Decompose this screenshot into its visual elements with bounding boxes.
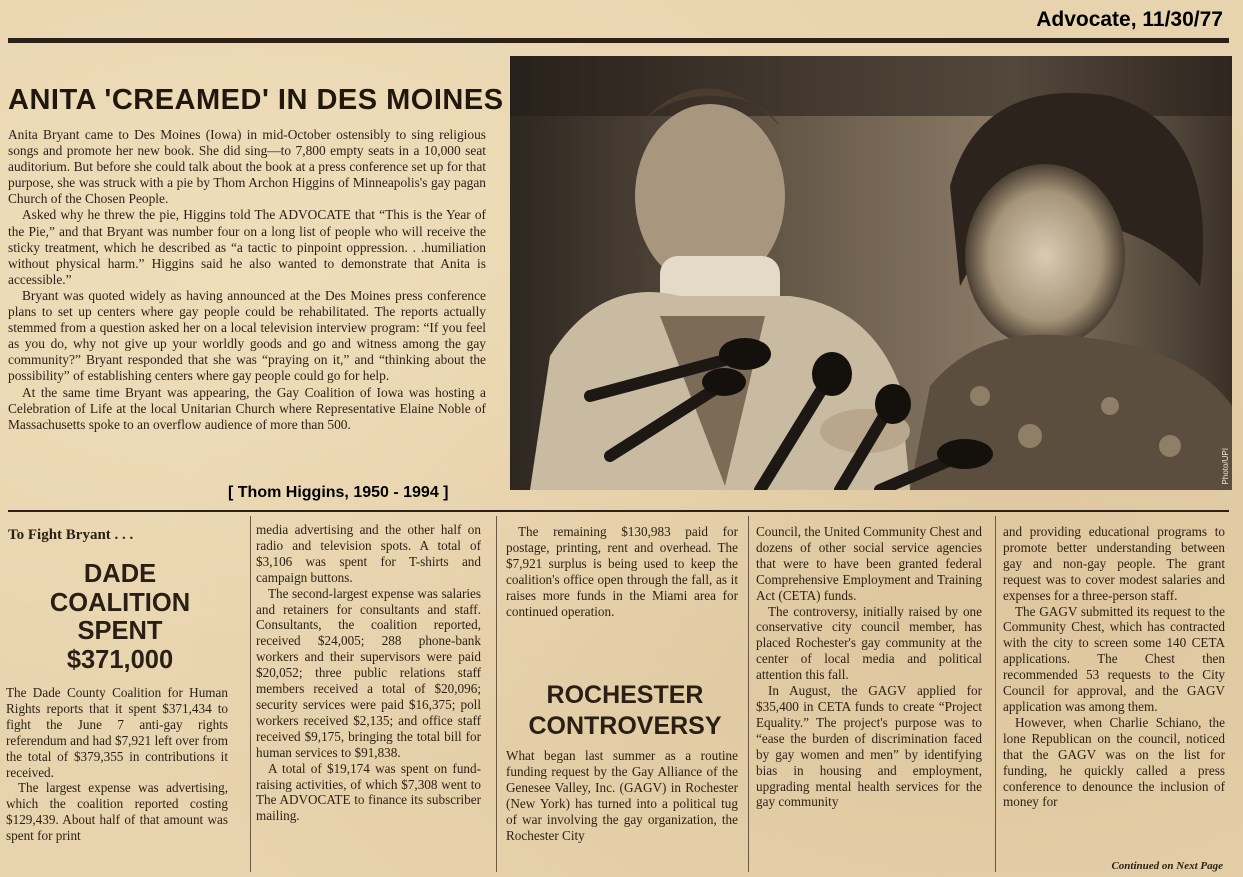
rochester-column-2 (756, 524, 982, 810)
press-conference-photo (510, 56, 1232, 490)
dade-headline-line: COALITION (49, 588, 191, 617)
continued-note: Continued on Next Page (1111, 860, 1223, 872)
lead-paragraph: Asked why he threw the pie, Higgins told The ADVOCATE that “This is the Year of the Pie,” and that Bryant was number four on a long list of people who will receive the sticky treatment, which he described as “a tactic to pinpoint oppression. . .humiliation without physical harm.” Higgins said he also wanted to demonstrate that Anita is accessible.” (8, 207, 486, 287)
dade-headline-line: SPENT (77, 617, 163, 645)
column-rule (496, 516, 497, 872)
article-paragraph: In August, the GAGV applied for $35,400 in CETA funds to create “Project Equality.” The project's purpose was to “ease the burden of discrimination faced by gay women and men” by identifying bias in housing and employment, upgrading mental health services for the gay community (756, 683, 982, 810)
article-paragraph: The remaining $130,983 paid for postage, printing, rent and overhead. The $7,921 surplus is being used to keep the coalition's office open through the fall, as it raises more funds in the Miami area for continued operation. (506, 524, 738, 619)
rochester-headline-line: ROCHESTER (546, 681, 704, 709)
article-paragraph: The GAGV submitted its request to the Community Chest, which has contracted with the city to screen some 140 CETA applications. The Chest then recommended 53 requests to the City Council for approval, and the GAGV application was among them. (1003, 603, 1225, 714)
article-paragraph: What began last summer as a routine funding request by the Gay Alliance of the Genesee Valley, Inc. (GAGV) in Rochester (New York) has turned into a political tug of war involving the gay organization, the Rochester City (506, 748, 738, 843)
dade-headline-line: DADE (83, 560, 157, 588)
article-paragraph: The controversy, initially raised by one conservative city council member, has placed Rochester's gay community at the center of local media and political attention this fall. (756, 603, 982, 683)
article-paragraph: and providing educational programs to promote better understanding between gay and non-gay people. The grant request was to cover modest salaries and expenses for a three-person staff. (1003, 524, 1225, 603)
caption-credit: [ Thom Higgins, 1950 - 1994 ] (228, 484, 449, 501)
dade-headline (10, 560, 230, 674)
article-paragraph: The second-largest expense was salaries and retainers for consultants and staff. Consultants, the coalition reported, received $24,005; 288 phone-bank workers and their supervisors were paid $20,052; three public relations staff members received a total of $20,096; security services were paid $16,375; poll workers received $2,135; and office staff received $9,175, bringing the total bill for human services to $91,838. (256, 585, 481, 760)
lead-article (8, 127, 486, 433)
photo-illustration (510, 56, 1232, 490)
dade-headline-line: $371,000 (66, 645, 174, 674)
main-headline: ANITA 'CREAMED' IN DES MOINES (8, 84, 504, 116)
article-paragraph: However, when Charlie Schiano, the lone Republican on the council, noticed that the GAGV was on the list for funding, he quickly called a press conference to denounce the inclusion of money for (1003, 714, 1225, 810)
article-paragraph: A total of $19,174 was spent on fund-raising activities, of which $7,308 went to The ADVOCATE to finance its subscriber mailing. (256, 760, 481, 824)
rochester-column-3 (1003, 524, 1225, 810)
rochester-headline (506, 680, 744, 742)
column-rule (995, 516, 996, 872)
rochester-column-1 (506, 748, 738, 843)
photo-credit: Photo/UPI (1221, 447, 1230, 484)
dade-kicker: To Fight Bryant . . . (8, 527, 134, 543)
lead-paragraph: Bryant was quoted widely as having announced at the Des Moines press conference plans to set up centers where gay people could be rehabilitated. The reports actually stemmed from a question asked her on a local television interview program: “If you feel as you do, why not give up your worldly goods and go and witness among the gay community?” Bryant responded that she was “praying on it,” and “thinking about the possibility” of establishing centers where gay people could go for help. (8, 287, 486, 384)
dateline: Advocate, 11/30/77 (1036, 8, 1223, 31)
top-rule (8, 38, 1229, 43)
dade-column-1 (6, 685, 228, 844)
column-rule (250, 516, 251, 872)
article-paragraph: media advertising and the other half on radio and television spots. A total of $3,106 was spent for T-shirts and campaign buttons. (256, 522, 481, 585)
column-rule (748, 516, 749, 872)
article-paragraph: The largest expense was advertising, which the coalition reported costing $129,439. About half of that amount was spent for print (6, 780, 228, 844)
article-paragraph: The Dade County Coalition for Human Rights reports that it spent $371,434 to fight the June 7 anti-gay rights referendum and had $7,921 left over from the total of $379,355 in contributions it received. (6, 685, 228, 780)
lead-paragraph: At the same time Bryant was appearing, the Gay Coalition of Iowa was hosting a Celebration of Life at the local Unitarian Church where Representative Elaine Noble of Massachusetts spoke to an overflow audience of more than 500. (8, 384, 486, 432)
dade-column-3 (506, 524, 738, 619)
dade-column-2 (256, 522, 481, 824)
rochester-headline-line: CONTROVERSY (528, 712, 722, 740)
lead-paragraph: Anita Bryant came to Des Moines (Iowa) in mid-October ostensibly to sing religious songs and promote her new book. She did sing—to 7,800 empty seats in a 10,000 seat auditorium. But before she could talk about the book at a press conference set up for that purpose, she was struck with a pie by Thom Archon Higgins of Minneapolis's gay pagan Church of the Chosen People. (8, 127, 486, 207)
section-rule (8, 510, 1229, 512)
article-paragraph: Council, the United Community Chest and dozens of other social service agencies that were to have been granted federal Comprehensive Employment and Training Act (CETA) funds. (756, 524, 982, 603)
